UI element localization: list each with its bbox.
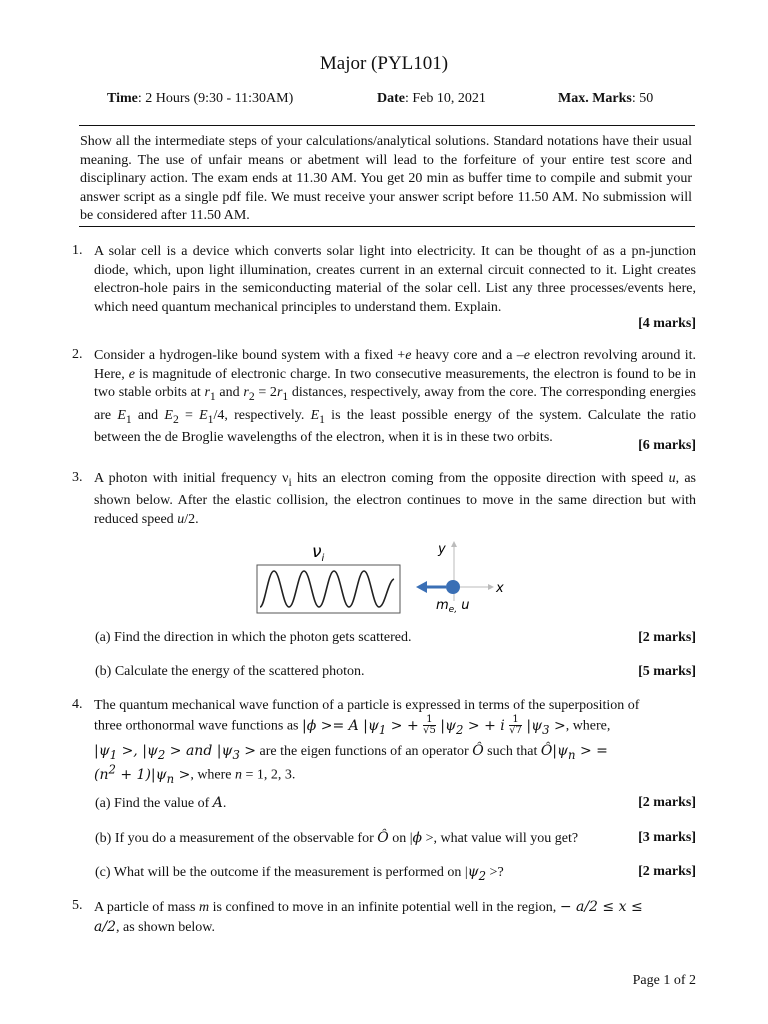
q1-marks: [4 marks] bbox=[638, 316, 696, 331]
photon-electron-figure bbox=[250, 535, 520, 625]
top-rule bbox=[79, 125, 695, 126]
q4a-marks: [2 marks] bbox=[638, 795, 696, 810]
electron-label: $m_{e,}$ u bbox=[436, 598, 470, 615]
q3-text: A photon with initial frequency $\nu_i$ hits an electron coming from the opposite direction with speed u, as shown below. After the elastic collision, the electron continues to move in the same direction but with reduced speed u/2. bbox=[94, 471, 697, 527]
q2-text: Consider a hydrogen-like bound system with a fixed +e heavy core and a –e electron revolving around it. Here, e is magnitude of electronic charge. In two consecutive measurements, the electron is found to be in two stable orbits at $r_1$ and $r_2 = 2r_1$ distances, respectively, away from the core. The corresponding energies are $E_1$ and $E_2 = E_1/4$, respectively. $E_1$ is the least possible energy of the system. Calculate the ratio between the de Broglie wavelengths of the electron, when it is in these two orbits. bbox=[94, 348, 696, 445]
instructions-text: Show all the intermediate steps of your calculations/analytical solutions. Standard notations have their usual meaning. The use of unfair means or abetment will lead to the forfeiture of your entire test score and disciplinary action. The exam ends at 11.30 AM. You get 20 min as buffer time to compile and submit your answer script as a single pdf file. We must receive your answer script before 11.50 AM. No submission will be considered after 11.50 AM. bbox=[80, 134, 692, 224]
photon-wave bbox=[260, 571, 394, 607]
q3-number: 3. bbox=[72, 470, 83, 485]
photon-box bbox=[257, 565, 400, 613]
time-value: : 2 Hours (9:30 - 11:30AM) bbox=[137, 91, 294, 106]
electron-icon bbox=[446, 580, 460, 594]
q3a-marks: [2 marks] bbox=[638, 630, 696, 645]
max-marks-info bbox=[558, 91, 653, 107]
q4-line4: $(n^2 + 1)|\psi_n$ >, where n = 1, 2, 3. bbox=[94, 762, 296, 786]
q4-line1: The quantum mechanical wave function of a particle is expressed in terms of the superposition of bbox=[94, 698, 640, 713]
exam-title: Major (PYL101) bbox=[319, 53, 449, 74]
q3b-marks: [5 marks] bbox=[638, 664, 696, 679]
q4c-text: (c) What will be the outcome if the measurement is performed on $|\psi_2$ >? bbox=[95, 864, 504, 883]
q4a-text: (a) Find the value of A. bbox=[95, 795, 227, 811]
q3a-text: (a) Find the direction in which the photon gets scattered. bbox=[95, 630, 412, 645]
max-marks-value: : 50 bbox=[631, 91, 654, 106]
q4-line3: $|\psi_1$ >, $|\psi_2$ > and $|\psi_3$ > are the eigen functions of an operator Ô such that $Ô|\psi_n$ > = bbox=[94, 743, 608, 762]
y-axis-arrow bbox=[451, 541, 457, 547]
q5-text: A particle of mass m is confined to move in an infinite potential well in the region, − a/2 ≤ x ≤ a/2, as shown below. bbox=[94, 899, 643, 935]
q2-marks: [6 marks] bbox=[638, 438, 696, 453]
q2-number: 2. bbox=[72, 347, 83, 362]
x-axis-arrow bbox=[488, 584, 494, 590]
time-label: Time bbox=[107, 91, 138, 106]
q4b-text: (b) If you do a measurement of the observable for Ô on |ϕ >, what value will you get? bbox=[95, 830, 579, 846]
q3b-text: (b) Calculate the energy of the scattered photon. bbox=[95, 664, 365, 679]
q1-text: A solar cell is a device which converts solar light into electricity. It can be thought of as a pn-junction diode, which, upon light illumination, creates current in an external circuit connected to it. Light creates electron-hole pairs in the semiconducting material of the solar cell. List any three processes/events here, which need quantum mechanical principles to understand them. Explain. bbox=[94, 244, 696, 315]
velocity-arrowhead bbox=[416, 581, 427, 593]
q4-number: 4. bbox=[72, 697, 83, 712]
q4b-marks: [3 marks] bbox=[638, 830, 696, 845]
max-marks-label: Max. Marks bbox=[558, 91, 632, 106]
q5-number: 5. bbox=[72, 898, 83, 913]
date-info bbox=[377, 91, 486, 107]
date-label: Date bbox=[377, 91, 405, 106]
photon-label: $\nu_i$ bbox=[312, 542, 325, 564]
x-axis-label: x bbox=[496, 581, 504, 596]
q4-line2: three orthonormal wave functions as |ϕ >= A $|\psi_1$ > + $\frac{1}{√5}$ $|\psi_2$ > + i $\frac{1}{√7}$ $|\psi_3$ >, where, bbox=[94, 714, 611, 737]
y-axis-label: y bbox=[438, 542, 446, 557]
bottom-rule bbox=[79, 226, 695, 227]
date-value: : Feb 10, 2021 bbox=[405, 91, 486, 106]
time-info bbox=[107, 91, 293, 107]
page-number: Page 1 of 2 bbox=[632, 973, 696, 988]
q1-number: 1. bbox=[72, 243, 83, 258]
q4c-marks: [2 marks] bbox=[638, 864, 696, 879]
